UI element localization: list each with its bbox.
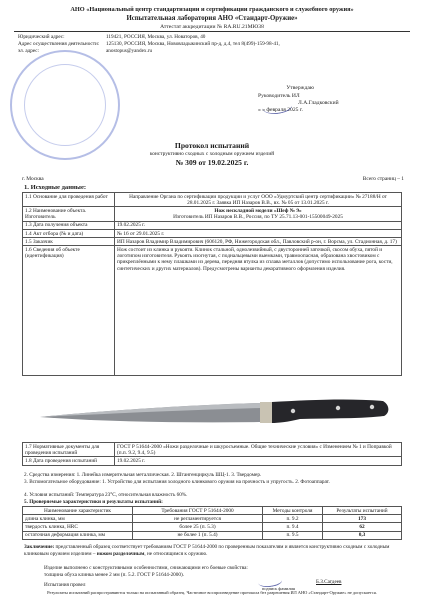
- footer-line-1: Результаты испытаний распространяются только на испытанный образец.: [47, 590, 186, 595]
- cell: длина клинка, мм: [23, 515, 133, 523]
- conclusion-verdict: ножом разделочным: [96, 550, 145, 557]
- legal-address-label: Юридический адрес:: [18, 34, 65, 40]
- email-label: эл. адрес:: [18, 48, 40, 54]
- cell: 173: [323, 515, 402, 523]
- column-header: Методы контроля: [263, 507, 323, 515]
- row-label: 1.8 Дата проведения испытаний: [23, 457, 115, 465]
- row-value: 19.02.2025 г.: [115, 457, 402, 465]
- row-value: № 16 от 29.01.2025 г.: [115, 230, 402, 238]
- knife-handle: [272, 399, 388, 423]
- page-count: Всего страниц – 1: [362, 176, 404, 182]
- protocol-number: № 309 от 19.02.2025 г.: [175, 158, 249, 167]
- footer-note: [6, 590, 418, 595]
- source-data-table: [22, 192, 402, 376]
- footer-line-2: Частичное воспроизведение протокола без разрешения ИЛ АНО «Стандарт-Оружие» не допускается.: [186, 590, 377, 595]
- protocol-title: Протокол испытаний: [174, 141, 250, 150]
- row-value: ГОСТ Р 51644-2000 «Ножи разделочные и шкуросъемные. Общие технические условия» с Изменением № 1 и Поправкой (п.п. 9.2, 9.4, 9.5): [115, 443, 402, 457]
- table-row: [23, 238, 402, 246]
- cell: п. 9.5: [263, 531, 323, 539]
- city: г. Москва: [22, 176, 44, 182]
- normative-table: [22, 442, 402, 466]
- table-row: [23, 523, 402, 531]
- section-2: 2. Средства измерения: 1. Линейка измерительная металлическая. 2. Штангенциркуль ШЦ-1. 3. Твердомер.: [24, 472, 262, 478]
- row-value: Нож состоит из клинка и рукояти. Клинок стальной, однолезвийный, с двусторонней заточкой, скосом обуха, пятой и логотипом изготовителя. Рукоять изогнутая, с поднальцевыми выемками, травмоопасная, образована хвостовиком с прикреплёнными к нему плашками из дерева, передняя втулка из сплава металлов (допустимо использование рога, кости, синтетических и других материалов). Предусмотрены варианты декоративного оформления изделия.: [115, 246, 402, 376]
- accreditation-number: Аттестат аккредитации № RA.RU.21МЮ38: [160, 24, 264, 30]
- column-header: Требования ГОСТ Р 51644-2000: [133, 507, 263, 515]
- row-label: 1.4 Акт отбора (№ и дата): [23, 230, 115, 238]
- column-header: Результаты испытаний: [323, 507, 402, 515]
- table-row: [23, 457, 402, 465]
- features-line: Изделие выполнено с конструктивными особенностями, снижающими его боевые свойства:: [44, 565, 248, 571]
- cell: 62: [323, 523, 402, 531]
- table-row: [23, 193, 402, 207]
- table-row: [23, 207, 402, 221]
- table-row: [23, 443, 402, 457]
- column-header: Наименование характеристик: [23, 507, 133, 515]
- table-row: [23, 221, 402, 229]
- knife-bolster: [260, 402, 272, 423]
- header-divider: [14, 31, 410, 32]
- activity-address-label: Адрес осуществления деятельности:: [18, 41, 100, 47]
- row-label: 1.3 Дата получения объекта: [23, 221, 115, 229]
- table-header-row: [23, 507, 402, 515]
- manufacturer: Изготовитель ИП Назаров В.В., Россия, по ТУ 25.71.13-001-15500049-2025: [173, 214, 343, 221]
- approver-position: Руководитель ИЛ: [258, 93, 300, 99]
- laboratory-name: Испытательная лаборатория АНО «Стандарт-Оружие»: [126, 15, 298, 22]
- table-row: [23, 230, 402, 238]
- cell: не более 1 (п. 5.4): [133, 531, 263, 539]
- approval-block: [286, 85, 314, 92]
- table-row: [23, 531, 402, 539]
- tester-name: Б.З.Сагдеев: [316, 579, 342, 585]
- row-value: [115, 207, 402, 221]
- cell: твердость клинка, HRC: [23, 523, 133, 531]
- cell: п. 9.2: [263, 515, 323, 523]
- cell: не регламентируется: [133, 515, 263, 523]
- knife-photo: [38, 391, 392, 435]
- section-5-heading: 5. Проверяемые характеристики и результаты испытаний:: [24, 499, 163, 505]
- cell: более 25 (п. 5.3): [133, 523, 263, 531]
- conclusion-text-end: , не относящимся к оружию.: [144, 550, 208, 557]
- activity-address: 125130, РОССИЯ, Москва, Нововладыкинский пр-д, д.4, тел 8(499)-159-98-41,: [106, 41, 280, 47]
- section-1-heading: 1. Исходные данные:: [24, 184, 87, 191]
- conclusion-label: Заключение:: [24, 544, 55, 550]
- row-label: 1.5 Заказчик: [23, 238, 115, 246]
- legal-address-line: [18, 34, 378, 41]
- row-label: 1.2 Наименование объекта. Изготовитель: [23, 207, 115, 221]
- conclusion-text: представленный образец соответствует требованиям ГОСТ Р 51644-2000 по проверенным показателям и является конструктивно сходным с холодным клинковым оружием изделием –: [24, 544, 390, 557]
- section-4: 4. Условия испытаний: Температура 23°С, относительная влажность 60%.: [24, 492, 188, 498]
- protocol-subtitle: конструктивно сходных с холодным оружием изделий: [149, 151, 275, 157]
- handle-pin: [370, 405, 374, 409]
- handle-pin: [291, 409, 295, 413]
- table-row: [23, 515, 402, 523]
- row-label: 1.6 Сведения об объекте (идентификация): [23, 246, 115, 376]
- signature-caption: подпись фамилия: [262, 586, 295, 591]
- approver-name: Л.А.Гладковский: [298, 100, 339, 106]
- organization-name: АНО «Национальный центр стандартизации и сертификации гражданского и служебного оружия»: [70, 6, 354, 13]
- conducted-by-label: Испытания провел: [44, 582, 86, 588]
- row-value: Направление Органа по сертификации продукции и услуг ООО «Удмуртский центр сертификации» № 27188/Н от 28.01.2025 г. Заявка ИП Назаров В.В., вх. № 05 от 13.01.2025 г.: [115, 193, 402, 207]
- results-table: [22, 506, 402, 540]
- cell: п. 9.4: [263, 523, 323, 531]
- cell: 0,3: [323, 531, 402, 539]
- activity-address-line: [18, 41, 378, 48]
- approve-label: Утверждаю: [286, 85, 314, 91]
- row-label: 1.7 Нормативные документы для проведения испытаний: [23, 443, 115, 457]
- email: anostopus@yandex.ru: [106, 48, 153, 54]
- handle-pin: [336, 406, 340, 410]
- section-3: 3. Вспомогательное оборудование: 1. Устройство для испытания холодного клинкового оружия на прочность и упругость. 2. Фотоаппарат.: [24, 479, 330, 485]
- object-name: Нож нескладной модели «Шеф № 9»: [214, 207, 302, 214]
- row-label: 1.1 Основание для проведения работ: [23, 193, 115, 207]
- row-value: ИП Назаров Владимир Владимирович (606120, РФ, Нижегородская обл., Павловский р-он, г. Ворсма, ул. Стадионная, д. 17): [115, 238, 402, 246]
- legal-address: 119421, РОССИЯ, Москва, ул. Новаторов, 40: [106, 34, 206, 40]
- conclusion: [24, 544, 404, 557]
- table-row: [23, 246, 402, 376]
- row-value: 19.02.2025 г.: [115, 221, 402, 229]
- cell: остаточная деформация клинка, мм: [23, 531, 133, 539]
- approval-date: « » февраля 2025 г.: [258, 107, 303, 113]
- features-detail: толщина обуха клинка менее 2 мм (п. 5.2. ГОСТ Р 51644-2000).: [44, 572, 184, 578]
